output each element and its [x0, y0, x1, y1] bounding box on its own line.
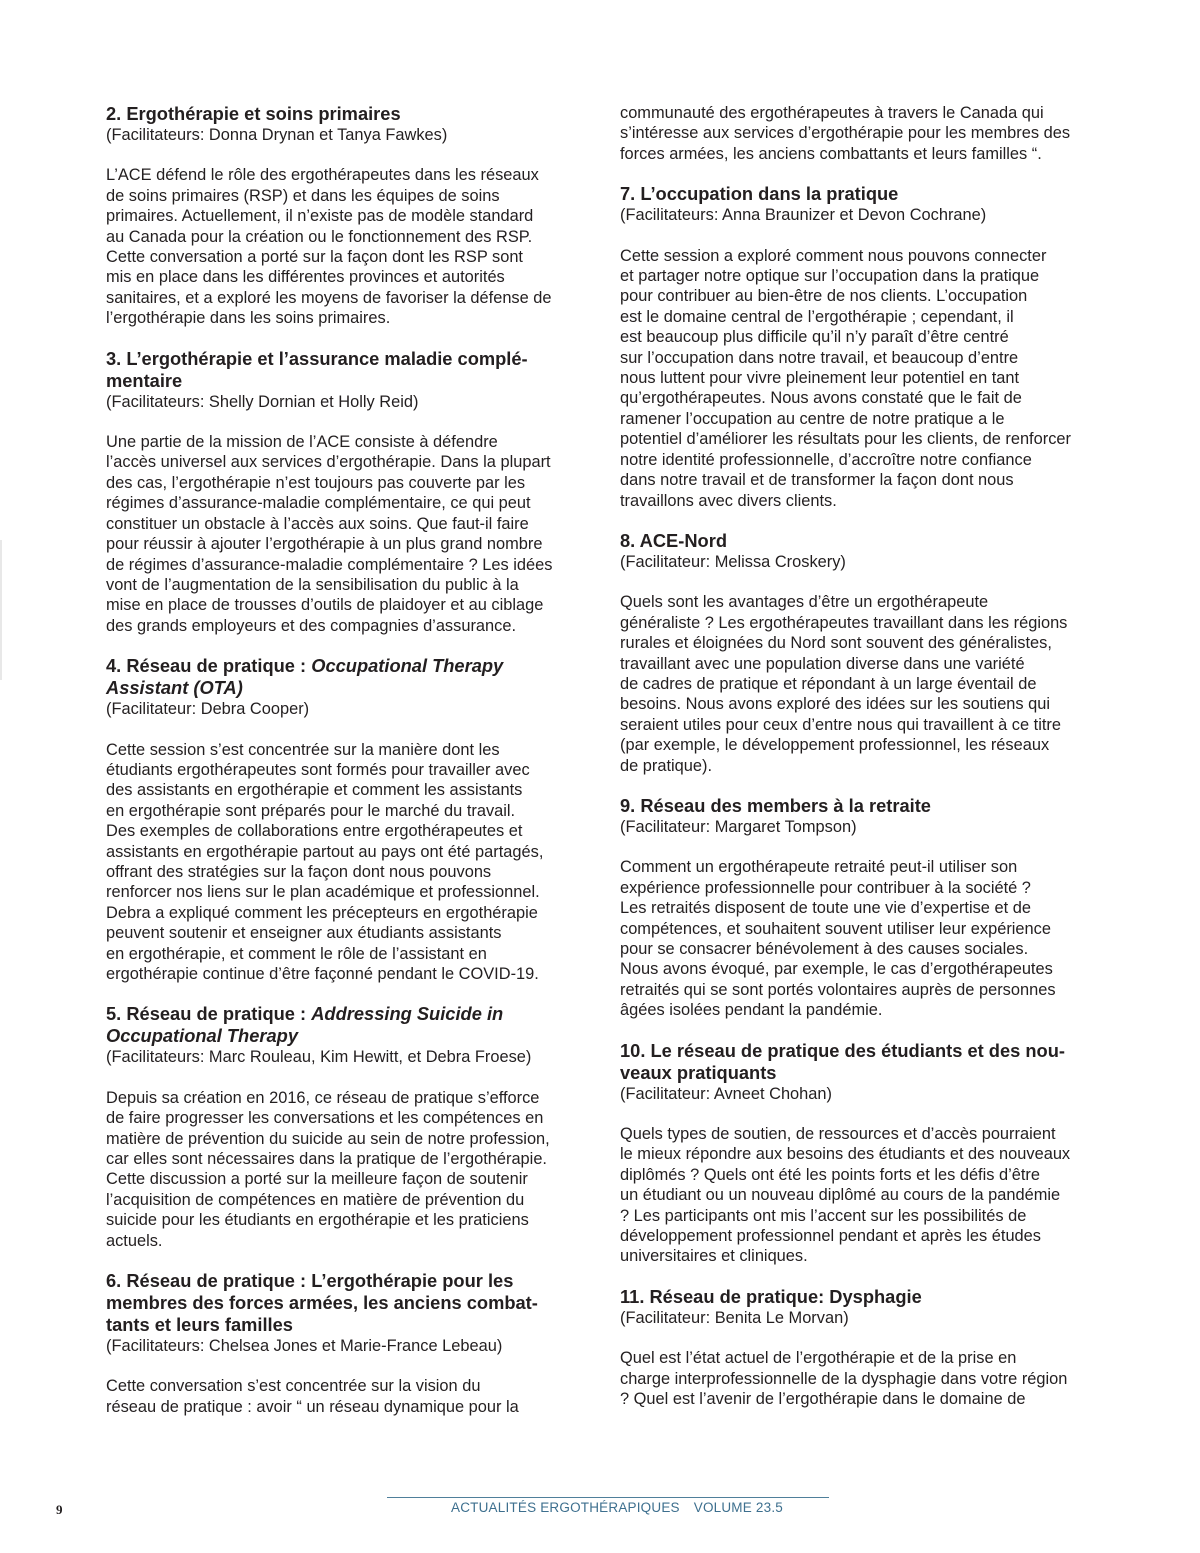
section-8 — [620, 530, 1098, 776]
section-6-continued — [620, 103, 1098, 164]
right-column — [620, 103, 1098, 1429]
section-title: 6. Réseau de pratique : L’ergothérapie pour les membres des forces armées, les anciens combat- tants et leurs familles — [106, 1270, 538, 1336]
section-title: 10. Le réseau de pratique des étudiants et des nou- veaux pratiquants — [620, 1039, 1065, 1083]
facilitators: (Facilitateur: Melissa Croskery) — [620, 552, 846, 571]
section-9 — [620, 795, 1098, 1021]
facilitators: (Facilitateurs: Chelsea Jones et Marie-France Lebeau) — [106, 1337, 503, 1356]
facilitators: (Facilitateurs: Anna Braunizer et Devon Cochrane) — [620, 206, 987, 225]
section-body: Depuis sa création en 2016, ce réseau de pratique s’efforce de faire progresser les conversations et les compétences en matière de prévention du suicide au sein de notre profession, car elles sont nécessaires dans la pratique de l’ergothérapie. Cette discussion a porté sur la meilleure façon de soutenir l’acquisition de compétences en matière de prévention du suicide pour les étudiants en ergothérapie et les praticiens actuels. — [106, 1088, 550, 1250]
left-column — [106, 103, 581, 1436]
section-body: Quel est l’état actuel de l’ergothérapie et de la prise en charge interprofessionnelle de la dysphagie dans votre région ? Quel est l’avenir de l’ergothérapie dans le domaine de — [620, 1349, 1068, 1409]
facilitators: (Facilitateurs: Donna Drynan et Tanya Fawkes) — [106, 126, 448, 144]
section-6 — [106, 1270, 581, 1417]
section-2 — [106, 103, 581, 329]
section-title: 3. L’ergothérapie et l’assurance maladie complé- mentaire — [106, 347, 528, 391]
section-11 — [620, 1286, 1098, 1410]
page-number: 9 — [56, 1502, 63, 1517]
section-title: 2. Ergothérapie et soins primaires — [106, 103, 401, 124]
section-body: L’ACE défend le rôle des ergothérapeutes dans les réseaux de soins primaires (RSP) et dans les équipes de soins primaires. Actuellement, il n’existe pas de modèle standard au Canada pour la création ou le fonctionnement des RSP. Cette conversation a porté sur la façon dont les RSP sont mis en place dans les différentes provinces et autorités sanitaires, et a exploré les moyens de favoriser la défense de l’ergothérapie dans les soins primaires. — [106, 166, 552, 328]
footer-rule — [387, 1497, 829, 1498]
section-title: 4. Réseau de pratique : Occupational Therapy Assistant (OTA) — [106, 655, 504, 699]
facilitators: (Facilitateur: Avneet Chohan) — [620, 1084, 832, 1103]
facilitators: (Facilitateurs: Shelly Dornian et Holly Reid) — [106, 392, 419, 411]
section-title: 8. ACE-Nord — [620, 529, 727, 551]
facilitators: (Facilitateur: Debra Cooper) — [106, 700, 310, 719]
footer-publication — [451, 1500, 783, 1515]
section-5 — [106, 1003, 581, 1251]
section-body: Cette session a exploré comment nous pouvons connecter et partager notre optique sur l’occupation dans la pratique pour contribuer au bien-être de nos clients. L’occupation est le domaine central de l’ergothérapie ; cependant, il est beaucoup plus difficile qu’il n’y paraît d’être centré sur l’occupation dans notre travail, et beaucoup d’entre nous luttent pour vivre pleinement leur potentiel en tant qu’ergothérapeutes. Nous avons constaté que le fait de ramener l’occupation au centre de notre pratique a le potentiel d’améliorer les résultats pour les clients, de renforcer notre identité professionnelle, d’accroître notre confiance dans notre travail et de transformer la façon dont nous travaillons avec divers clients. — [620, 246, 1071, 510]
section-title: 9. Réseau des members à la retraite — [620, 794, 931, 816]
facilitators: (Facilitateur: Margaret Tompson) — [620, 817, 857, 836]
section-body: communauté des ergothérapeutes à travers le Canada qui s’intéresse aux services d’ergothérapie pour les membres des forces armées, les anciens combattants et leurs familles “. — [620, 104, 1071, 163]
section-body: Quels sont les avantages d’être un ergothérapeute généraliste ? Les ergothérapeutes travaillant dans les régions rurales et éloignées du Nord sont souvent des généralistes, travaillant avec une population diverse dans une variété de cadres de pratique et répondant à un large éventail de besoins. Nous avons exploré des idées sur les soutiens qui seraient utiles pour ceux d’entre nous qui travaillent à ce titre (par exemple, le développement professionnel, les réseaux de pratique). — [620, 593, 1068, 775]
margin-mark — [0, 540, 2, 680]
volume-label: VOLUME 23.5 — [693, 1500, 783, 1515]
publication-title: ACTUALITÉS ERGOTHÉRAPIQUES — [451, 1500, 680, 1515]
section-body: Comment un ergothérapeute retraité peut-il utiliser son expérience professionnelle pour contribuer à la société ? Les retraités disposent de toute une vie d’expertise et de compétences, et souhaitent souvent utiliser leur expérience pour se consacrer bénévolement à des causes sociales. Nous avons évoqué, par exemple, le cas d’ergothérapeutes retraités qui se sont portés volontaires auprès de personnes âgées isolées pendant la pandémie. — [620, 858, 1056, 1020]
section-title: 7. L’occupation dans la pratique — [620, 183, 899, 205]
section-10 — [620, 1040, 1098, 1267]
section-body: Quels types de soutien, de ressources et d’accès pourraient le mieux répondre aux besoins des étudiants et des nouveaux diplômés ? Quels ont été les points forts et les défis d’être un étudiant ou un nouveau diplômé au cours de la pandémie ? Les participants ont mis l’accent sur les possibilités de développement professionnel pendant et après les études universitaires et cliniques. — [620, 1125, 1071, 1266]
section-body: Cette conversation s’est concentrée sur la vision du réseau de pratique : avoir “ un réseau dynamique pour la — [106, 1377, 519, 1416]
section-7 — [620, 183, 1098, 511]
section-title: 11. Réseau de pratique: Dysphagie — [620, 1285, 922, 1307]
section-title: 5. Réseau de pratique : Addressing Suicide in Occupational Therapy — [106, 1003, 504, 1047]
section-body: Une partie de la mission de l’ACE consiste à défendre l’accès universel aux services d’ergothérapie. Dans la plupart des cas, l’ergothérapie n’est toujours pas couverte par les régimes d’assurance-maladie complémentaire, ce qui peut constituer un obstacle à l’accès aux soins. Que faut-il faire pour réussir à ajouter l’ergothérapie à un plus grand nombre de régimes d’assurance-maladie complémentaire ? Les idées vont de l’augmentation de la sensibilisation du public à la mise en place de trousses d’outils de plaidoyer et au ciblage des grands employeurs et des compagnies d’assurance. — [106, 433, 553, 635]
section-3 — [106, 348, 581, 636]
facilitators: (Facilitateur: Benita Le Morvan) — [620, 1308, 849, 1327]
section-4 — [106, 655, 581, 984]
facilitators: (Facilitateurs: Marc Rouleau, Kim Hewitt, et Debra Froese) — [106, 1048, 532, 1067]
section-body: Cette session s’est concentrée sur la manière dont les étudiants ergothérapeutes sont formés pour travailler avec des assistants en ergothérapie et comment les assistants en ergothérapie sont préparés pour le marché du travail. Des exemples de collaborations entre ergothérapeutes et assistants en ergothérapie partout au pays ont été partagés, offrant des stratégies sur la façon dont nous pouvons renforcer nos liens sur le plan académique et professionnel. Debra a expliqué comment les précepteurs en ergothérapie peuvent soutenir et enseigner aux étudiants assistants en ergothérapie, et comment le rôle de l’assistant en ergothérapie continue d’être façonné pendant le COVID-19. — [106, 740, 544, 983]
